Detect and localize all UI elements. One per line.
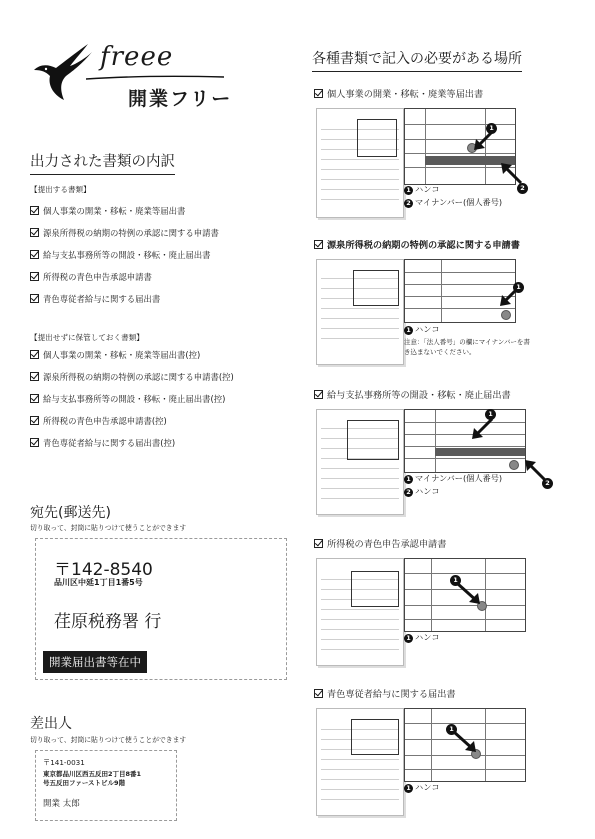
doc-caution-line1: 注意：「法人番号」の欄にマイナンバーを書 <box>404 338 530 346</box>
sender-address-line2: 号五反田ファーストビル9階 <box>43 779 126 787</box>
doc-thumbnail-2 <box>316 259 404 365</box>
logo-wordmark: freee <box>100 42 174 72</box>
doc-note: 1 ハンコ <box>404 632 440 643</box>
submit-docs-list <box>30 205 219 315</box>
doc-title-1: 個人事業の開業・移転・廃業等届出書 <box>314 86 483 100</box>
brand-logo <box>30 40 250 120</box>
list-item: 源泉所得税の納期の特例の承認に関する申請書 <box>30 227 219 249</box>
doc-zoom-3 <box>404 409 526 473</box>
swallow-icon <box>30 40 100 102</box>
checkbox-icon <box>30 294 39 303</box>
list-item: 源泉所得税の納期の特例の承認に関する申請書(控) <box>30 371 234 393</box>
destination-note: 切り取って、封筒に貼りつけて使うことができます <box>30 524 187 532</box>
list-item: 給与支払事務所等の開設・移転・廃止届出書(控) <box>30 393 234 415</box>
doc-title-4: 所得税の青色申告承認申請書 <box>314 536 446 550</box>
doc-title-2: 源泉所得税の納期の特例の承認に関する申請書 <box>314 237 520 251</box>
destination-office: 荏原税務署 行 <box>54 612 162 632</box>
submit-docs-label: 【提出する書類】 <box>30 185 91 194</box>
arrow-icon <box>452 730 476 752</box>
checkbox-icon <box>30 350 39 359</box>
checkbox-icon <box>314 89 323 98</box>
doc-caution-line2: き込まないでください。 <box>404 348 476 356</box>
doc-note: 2 マイナンバー(個人番号) <box>404 197 502 208</box>
doc-title-5: 青色専従者給与に関する届出書 <box>314 686 456 700</box>
checkbox-icon <box>30 250 39 259</box>
keep-docs-label: 【提出せずに保管しておく書類】 <box>30 333 144 342</box>
doc-note: 1 ハンコ <box>404 324 440 335</box>
checkbox-icon <box>30 416 39 425</box>
doc-thumbnail-1 <box>316 108 404 218</box>
output-docs-heading: 出力された書類の内訳 <box>30 150 175 175</box>
doc-note: 1 ハンコ <box>404 782 440 793</box>
logo-underline <box>86 73 226 81</box>
list-item: 青色専従者給与に関する届出書(控) <box>30 437 234 459</box>
checkbox-icon <box>30 438 39 447</box>
stamp-mark <box>509 460 519 470</box>
list-item: 給与支払事務所等の開設・移転・廃止届出書 <box>30 249 219 271</box>
list-item: 所得税の青色申告承認申請書(控) <box>30 415 234 437</box>
callout-number-1: 1 <box>446 724 457 735</box>
sender-note: 切り取って、封筒に貼りつけて使うことができます <box>30 736 187 744</box>
doc-note: 1 マイナンバー(個人番号) <box>404 473 502 484</box>
sender-heading: 差出人 <box>30 716 72 732</box>
envelope-badge: 開業届出書等在中 <box>43 651 147 673</box>
arrow-icon <box>501 163 523 185</box>
doc-thumbnail-3 <box>316 409 404 515</box>
list-item: 所得税の青色申告承認申請書 <box>30 271 219 293</box>
service-name: 開業フリー <box>128 88 233 110</box>
doc-thumbnail-5 <box>316 708 404 816</box>
checkbox-icon <box>30 228 39 237</box>
callout-number-1: 1 <box>485 409 496 420</box>
doc-note: 2 ハンコ <box>404 486 440 497</box>
callout-number-1: 1 <box>486 123 497 134</box>
callout-number-2: 2 <box>542 478 553 489</box>
arrow-icon <box>456 582 480 604</box>
callout-number-1: 1 <box>513 282 524 293</box>
doc-note: 1 ハンコ <box>404 184 440 195</box>
doc-zoom-1 <box>404 108 516 185</box>
checkbox-icon <box>314 689 323 698</box>
sender-name: 開業 太郎 <box>43 799 80 809</box>
checkbox-icon <box>30 372 39 381</box>
keep-docs-list <box>30 349 234 459</box>
checkbox-icon <box>314 240 323 249</box>
callout-number-1: 1 <box>450 575 461 586</box>
checkbox-icon <box>30 394 39 403</box>
checkbox-icon <box>30 206 39 215</box>
doc-title-3: 給与支払事務所等の開設・移転・廃止届出書 <box>314 387 511 401</box>
destination-address: 品川区中延1丁目1番5号 <box>54 578 143 587</box>
checkbox-icon <box>314 539 323 548</box>
required-fields-heading: 各種書類で記入の必要がある場所 <box>312 48 522 72</box>
list-item: 個人事業の開業・移転・廃業等届出書 <box>30 205 219 227</box>
destination-heading: 宛先(郵送先) <box>30 505 111 521</box>
destination-label-box <box>35 538 287 680</box>
checkbox-icon <box>30 272 39 281</box>
destination-postal: 〒142-8540 <box>54 560 153 580</box>
arrow-icon <box>472 417 494 439</box>
sender-label-box <box>35 750 177 821</box>
callout-number-2: 2 <box>517 183 528 194</box>
doc-thumbnail-4 <box>316 558 404 666</box>
checkbox-icon <box>314 390 323 399</box>
sender-postal: 〒141-0031 <box>43 758 85 767</box>
sender-address-line1: 東京都品川区西五反田2丁目8番1 <box>43 770 142 778</box>
stamp-mark <box>501 310 511 320</box>
list-item: 個人事業の開業・移転・廃業等届出書(控) <box>30 349 234 371</box>
list-item: 青色専従者給与に関する届出書 <box>30 293 219 315</box>
